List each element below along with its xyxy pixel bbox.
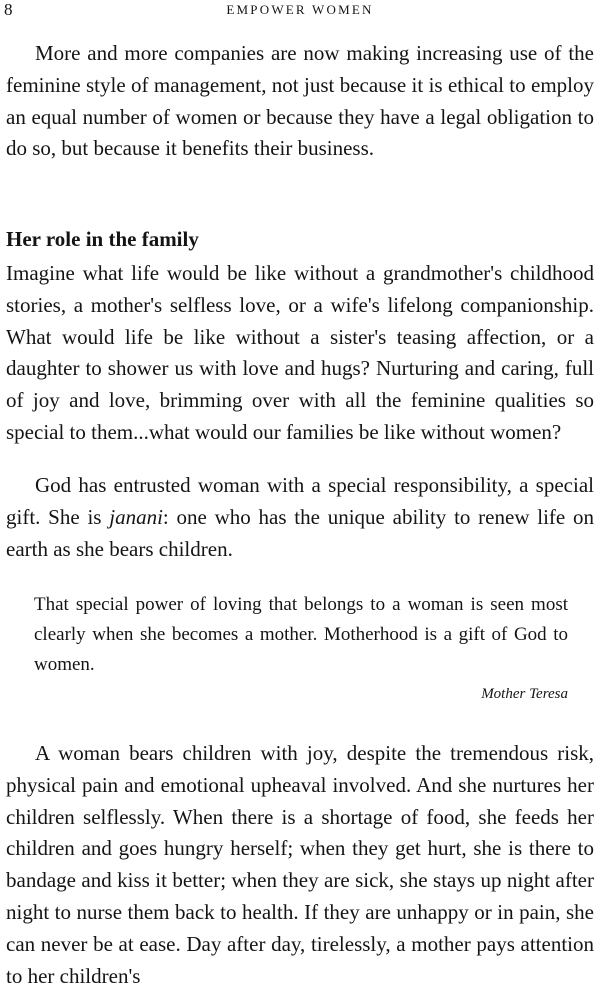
section-heading: Her role in the family [6,227,199,251]
paragraph-management: More and more companies are now making increasing use of the feminine style of management, not just because it is ethical to employ an equal number of women or because they have a legal obligation to do so, but because it benefits their business. [6,41,594,161]
page-number: 8 [4,0,13,19]
paragraph-janani [6,470,594,565]
janani-term: janani [109,504,163,529]
running-head: EMPOWER WOMEN [226,2,374,17]
quote-attribution: Mother Teresa [481,686,568,702]
page-header [0,0,600,24]
paragraph-janani-after: : one who has the unique ability to renew life on earth as she bears children. [6,504,594,561]
block-quote: That special power of loving that belongs to a woman is seen most clearly when she becomes a mother. Motherhood is a gift of God to women. [34,594,568,675]
paragraph-janani-before: God has entrusted woman with a special responsibility, a special gift. She is [6,473,594,529]
paragraph-family: Imagine what life would be like without a grandmother's childhood stories, a mother's selfless love, or a wife's lifelong companionship. What would life be like without a sister's teasing affection, or a daughter to shower us with love and hugs? Nurturing and caring, full of joy and love, brimming over with all the feminine qualities so special to them...what would our families be like without women? [6,261,594,444]
paragraph-mother: A woman bears children with joy, despite the tremendous risk, physical pain and emotional upheaval involved. And she nurtures her children selflessly. When there is a shortage of food, she feeds her children and goes hungry herself; when they get hurt, she is there to bandage and kiss it better; when they are sick, she stays up night after night to nurse them back to health. If they are unhappy or in pain, she can never be at ease. Day after day, tirelessly, a mother pays attention to her children's [6,741,594,988]
